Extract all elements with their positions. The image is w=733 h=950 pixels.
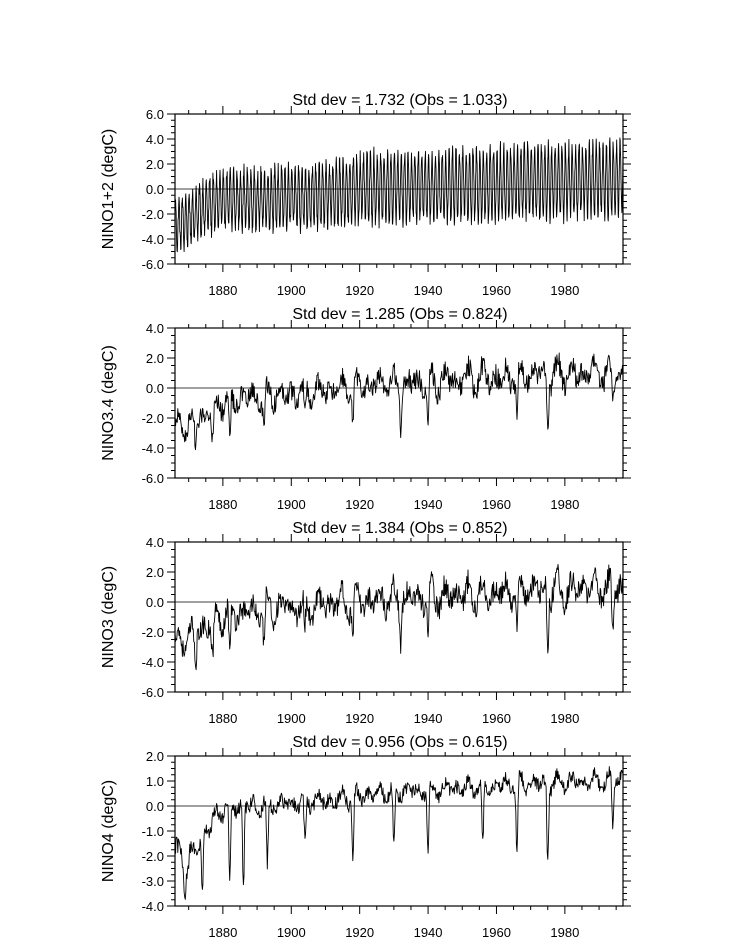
y-tick-label: -2.0: [141, 625, 164, 640]
x-tick-label: 1960: [482, 711, 511, 726]
y-tick-label: 0.0: [145, 381, 164, 396]
chart-panel-2: [100, 306, 631, 512]
y-tick-label: -4.0: [141, 232, 164, 247]
y-axis-label: NINO1+2 (degC): [100, 128, 117, 250]
chart-title: Std dev = 1.285 (Obs = 0.824): [292, 306, 508, 323]
y-tick-label: 2.0: [145, 565, 164, 580]
x-tick-label: 1900: [276, 497, 306, 512]
y-tick-label: 4.0: [145, 535, 164, 550]
plot-frame: [175, 328, 623, 478]
x-tick-label: 1960: [482, 497, 511, 512]
y-tick-label: -6.0: [141, 257, 164, 272]
x-tick-label: 1880: [208, 711, 238, 726]
x-tick-label: 1960: [482, 283, 511, 298]
y-tick-label: 6.0: [145, 107, 164, 122]
x-tick-label: 1880: [208, 283, 238, 298]
x-tick-label: 1940: [413, 497, 443, 512]
chart-title: Std dev = 0.956 (Obs = 0.615): [292, 734, 508, 751]
x-tick-label: 1940: [413, 925, 443, 940]
chart-title: Std dev = 1.384 (Obs = 0.852): [292, 520, 508, 537]
y-tick-label: 4.0: [145, 321, 164, 336]
chart-panel-4: [100, 734, 631, 940]
x-tick-label: 1980: [550, 711, 580, 726]
x-tick-label: 1920: [345, 497, 375, 512]
y-axis-label: NINO3 (degC): [100, 565, 117, 669]
x-tick-label: 1900: [276, 925, 306, 940]
x-tick-label: 1880: [208, 497, 238, 512]
data-line: [175, 564, 623, 669]
data-line: [175, 138, 623, 252]
y-tick-label: 2.0: [145, 351, 164, 366]
x-tick-label: 1940: [413, 711, 443, 726]
y-tick-label: 4.0: [145, 132, 164, 147]
y-tick-label: -4.0: [141, 899, 164, 914]
y-tick-label: -4.0: [141, 655, 164, 670]
chart-panel-1: [100, 92, 631, 298]
x-tick-label: 1980: [550, 925, 580, 940]
data-line: [175, 767, 623, 900]
y-tick-label: 2.0: [145, 749, 164, 764]
y-tick-label: 0.0: [145, 182, 164, 197]
y-tick-label: 1.0: [145, 774, 164, 789]
data-line: [175, 353, 623, 450]
x-tick-label: 1960: [482, 925, 511, 940]
x-tick-label: 1920: [345, 711, 375, 726]
y-tick-label: -3.0: [141, 874, 164, 889]
y-tick-label: -2.0: [141, 849, 164, 864]
x-tick-label: 1940: [413, 283, 443, 298]
y-tick-label: 0.0: [145, 799, 164, 814]
chart-panel-3: [100, 520, 631, 726]
y-tick-label: -6.0: [141, 471, 164, 486]
x-tick-label: 1900: [276, 283, 306, 298]
y-axis-label: NINO3.4 (degC): [100, 345, 117, 461]
x-tick-label: 1920: [345, 925, 375, 940]
x-tick-label: 1980: [550, 283, 580, 298]
y-axis-label: NINO4 (degC): [100, 779, 117, 883]
x-tick-label: 1980: [550, 497, 580, 512]
y-tick-label: -1.0: [141, 824, 164, 839]
y-tick-label: -4.0: [141, 441, 164, 456]
y-tick-label: -2.0: [141, 207, 164, 222]
chart-title: Std dev = 1.732 (Obs = 1.033): [292, 92, 508, 109]
x-tick-label: 1880: [208, 925, 238, 940]
x-tick-label: 1900: [276, 711, 306, 726]
x-tick-label: 1920: [345, 283, 375, 298]
y-tick-label: 2.0: [145, 157, 164, 172]
y-tick-label: -2.0: [141, 411, 164, 426]
y-tick-label: 0.0: [145, 595, 164, 610]
y-tick-label: -6.0: [141, 685, 164, 700]
